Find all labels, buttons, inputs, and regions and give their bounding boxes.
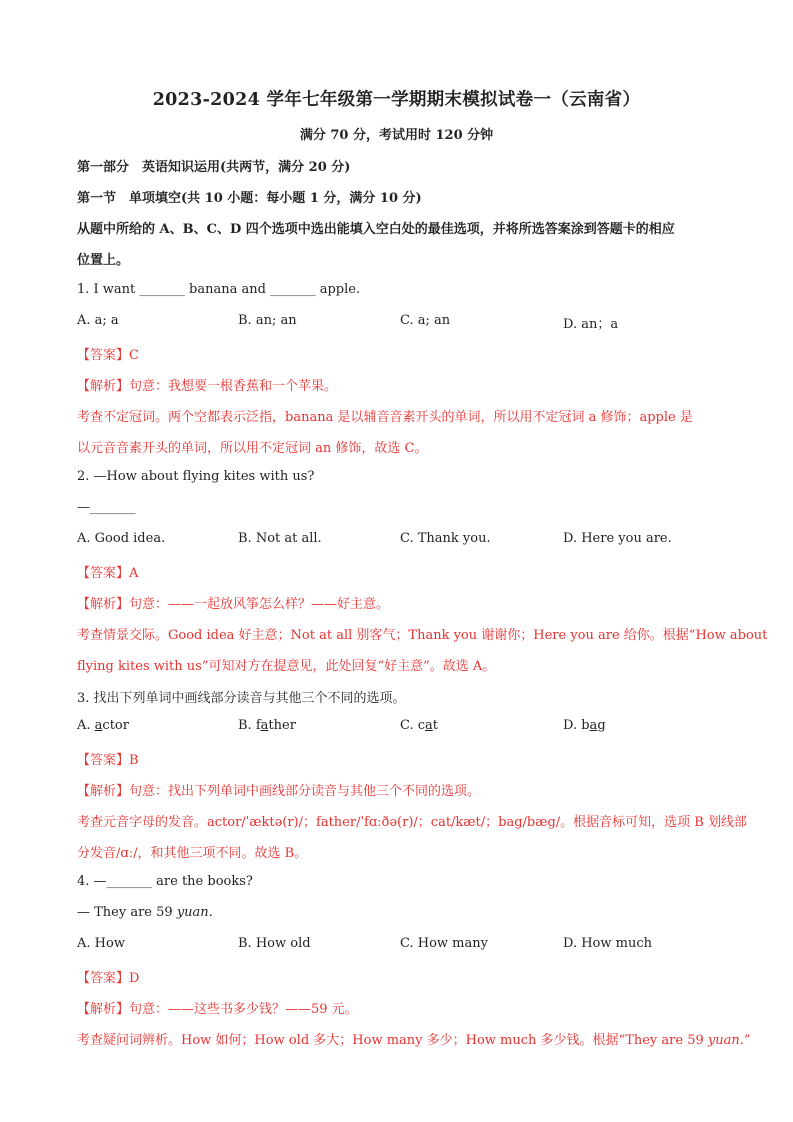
question-3-option-c: C. cat [400, 718, 439, 733]
question-4-analysis-1: 【解析】句意：——这些书多少钱？——59 元。 [77, 1002, 358, 1017]
section-heading: 第一节 单项填空(共 10 小题：每小题 1 分，满分 10 分) [77, 191, 422, 206]
question-2-option-a: A. Good idea. [77, 531, 166, 546]
question-3-option-b: B. father [238, 718, 296, 733]
question-4-option-a: A. How [77, 936, 125, 951]
question-1-stem: 1. I want _______ banana and _______ apple. [77, 282, 361, 297]
question-1-option-b: B. an; an [238, 313, 297, 328]
question-2-analysis-3: flying kites with us”可知对方在提意见，此处回复“好主意”。故选 A。 [77, 659, 496, 674]
underlined-letter: a [425, 718, 433, 733]
underlined-letter: a [589, 718, 598, 733]
underlined-letter: a [260, 718, 269, 733]
question-3-stem: 3. 找出下列单词中画线部分读音与其他三个不同的选项。 [77, 691, 406, 706]
question-1-option-a: A. a; a [77, 313, 119, 328]
question-3-analysis-2: 考查元音字母的发音。actor/ˈæktə(r)/；father/ˈfɑːðə(r)/；cat/kæt/；bag/bæg/。根据音标可知，选项 B 划线部 [77, 815, 747, 830]
question-2-stem: 2. —How about flying kites with us? [77, 469, 315, 484]
question-2-option-d: D. Here you are. [563, 531, 672, 546]
question-2-analysis-2: 考查情景交际。Good idea 好主意；Not at all 别客气；Thank you 谢谢你；Here you are 给你。根据“How about [77, 628, 768, 643]
question-4-stem: 4. —_______ are the books? [77, 874, 253, 889]
question-2-stem-2: —_______ [77, 500, 136, 515]
question-1-option-d: D. an；a [563, 317, 619, 332]
instruction-line-2: 位置上。 [77, 253, 130, 268]
page-subtitle: 满分 70 分，考试用时 120 分钟 [299, 128, 494, 143]
question-4-stem-2: — They are 59 yuan. [77, 905, 213, 920]
question-1-analysis-1: 【解析】句意：我想要一根香蕉和一个苹果。 [77, 379, 338, 394]
page-title: 2023-2024 学年七年级第一学期期末模拟试卷一（云南省） [152, 90, 641, 110]
question-1-analysis-3: 以元音音素开头的单词，所以用不定冠词 an 修饰，故选 C。 [77, 441, 428, 456]
question-2-option-b: B. Not at all. [238, 531, 322, 546]
question-4-option-d: D. How much [563, 936, 653, 951]
question-1-option-c: C. a; an [400, 313, 451, 328]
instruction-line-1: 从题中所给的 A、B、C、D 四个选项中选出能填入空白处的最佳选项，并将所选答案涂到答题卡的相应 [77, 222, 675, 237]
question-3-option-a: A. actor [77, 718, 129, 733]
question-3-answer: 【答案】B [77, 753, 139, 768]
question-2-option-c: C. Thank you. [400, 531, 491, 546]
question-4-answer: 【答案】D [77, 971, 140, 986]
question-4-option-b: B. How old [238, 936, 311, 951]
question-2-analysis-1: 【解析】句意：——一起放风筝怎么样？——好主意。 [77, 597, 390, 612]
question-1-analysis-2: 考查不定冠词。两个空都表示泛指，banana 是以辅音音素开头的单词，所以用不定冠词 a 修饰；apple 是 [77, 410, 693, 425]
question-3-analysis-1: 【解析】句意：找出下列单词中画线部分读音与其他三个不同的选项。 [77, 784, 481, 799]
question-2-answer: 【答案】A [77, 566, 139, 581]
question-3-analysis-3: 分发音/ɑː/，和其他三项不同。故选 B。 [77, 846, 308, 861]
question-4-analysis-2: 考查疑问词辨析。How 如何；How old 多大；How many 多少；How much 多少钱。根据“They are 59 yuan.” [77, 1033, 751, 1048]
question-1-answer: 【答案】C [77, 348, 139, 363]
question-3-option-d: D. bag [563, 718, 606, 733]
question-4-option-c: C. How many [400, 936, 488, 951]
part-heading: 第一部分 英语知识运用(共两节，满分 20 分) [77, 160, 351, 175]
underlined-letter: a [94, 718, 103, 733]
